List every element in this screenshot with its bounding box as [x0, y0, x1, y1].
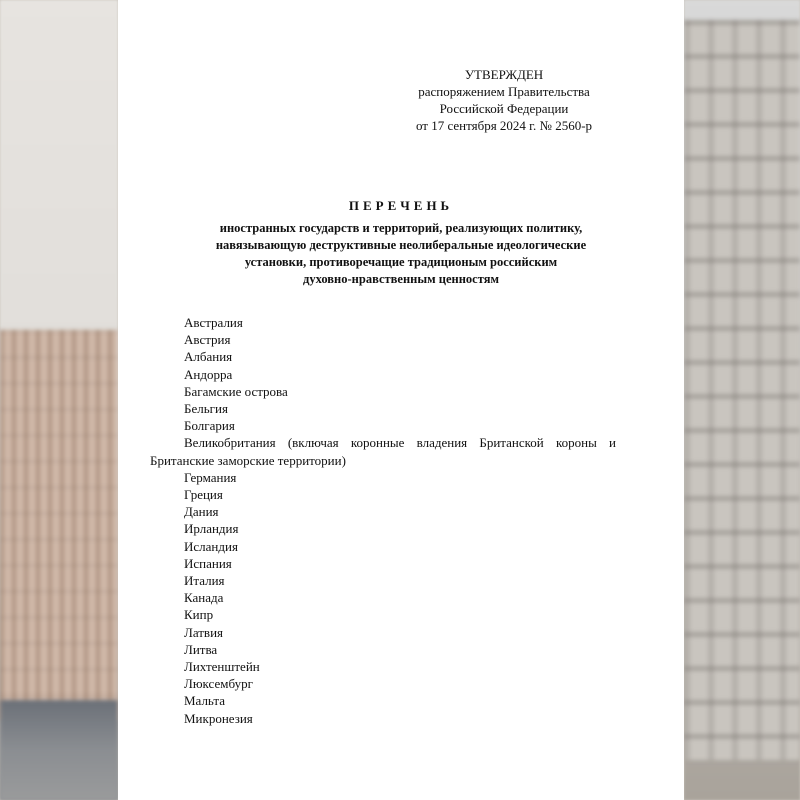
list-item: Дания [184, 504, 219, 520]
list-item: Мальта [184, 693, 225, 709]
document-subtitle [168, 220, 634, 288]
list-item: Канада [184, 590, 224, 606]
approval-line-1: УТВЕРЖДЕН [464, 67, 544, 82]
list-item: Исландия [184, 538, 238, 554]
list-item: Багамские острова [184, 383, 288, 399]
approval-stamp [374, 66, 634, 134]
document-page [118, 0, 684, 800]
document-title: ПЕРЕЧЕНЬ [348, 198, 454, 213]
list-item: Австралия [184, 315, 243, 330]
subtitle-line-1: иностранных государств и территорий, реализующих политику, [219, 221, 583, 235]
background-building-left [0, 330, 118, 720]
country-list [150, 314, 616, 727]
list-item: Бельгия [184, 401, 228, 417]
background-building-right [684, 20, 800, 760]
list-item: Австрия [184, 332, 231, 348]
list-item: Латвия [184, 624, 224, 640]
list-item: Литва [184, 641, 218, 657]
approval-line-4: от 17 сентября 2024 г. № 2560-р [415, 118, 593, 133]
approval-line-3: Российской Федерации [439, 101, 569, 116]
background-street-left [0, 700, 118, 800]
list-item: Испания [184, 555, 232, 571]
list-item: Андорра [184, 366, 233, 382]
list-item: Болгария [184, 418, 235, 434]
subtitle-line-4: духовно-нравственным ценностям [303, 272, 499, 286]
subtitle-line-2: навязывающую деструктивные неолиберальные идеологические [215, 238, 587, 252]
subtitle-line-3: установки, противоречащие традиционым российским [244, 255, 558, 269]
list-item: Микронезия [184, 710, 253, 726]
list-item: Кипр [184, 607, 214, 623]
approval-line-2: распоряжением Правительства [418, 84, 590, 99]
list-item: Германия [184, 469, 237, 485]
list-item: Греция [184, 487, 223, 503]
list-item: Италия [184, 573, 225, 589]
list-item: Лихтенштейн [184, 659, 260, 675]
list-item: Великобритания (включая коронные владения Британской короны и Британские заморские территории) [150, 435, 616, 468]
list-item: Албания [184, 349, 233, 365]
list-item: Люксембург [184, 676, 253, 692]
list-item: Ирландия [184, 521, 239, 537]
